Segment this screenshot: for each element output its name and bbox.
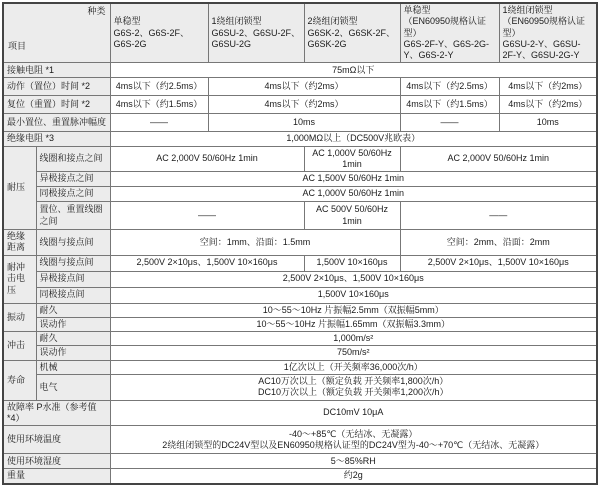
- cell-reset-time-mono-en: 4ms以下（约1.5ms）: [400, 96, 499, 114]
- table-row: [3, 303, 597, 317]
- col-type: 2绕组闭锁型: [307, 16, 358, 27]
- cell-reset-time-1coil-en: 4ms以下（约2ms）: [499, 96, 597, 114]
- row-label-dielectric-coil-contact: 线圈和接点之间: [36, 146, 110, 172]
- cell-ambient-temp: [110, 426, 597, 454]
- table-row: [3, 114, 597, 132]
- row-label-min-pulse: 最小置位、重置脉冲幅度: [3, 114, 110, 132]
- row-label-shock-malfunction: 误动作: [36, 346, 110, 360]
- table-row: [3, 78, 597, 96]
- table-row: [3, 287, 597, 303]
- header-col-1coil-latching: [208, 3, 304, 63]
- row-label-shock-endurance: 耐久: [36, 332, 110, 346]
- header-col-2coil-latching: [304, 3, 400, 63]
- group-label-dielectric: 耐压: [3, 146, 36, 230]
- header-col-1coil-latching-en60950: [499, 3, 597, 63]
- cell-dielectric-diff-polarity: AC 1,500V 50/60Hz 1min: [110, 172, 597, 187]
- cell-reset-time-latching: 4ms以下（约2ms）: [208, 96, 400, 114]
- cell-life-mechanical: 1亿次以上（开关频率36,000次/h）: [110, 360, 597, 374]
- cell-life-electrical-ac: AC10万次以上（额定负载 开关频率1,800次/h）: [258, 376, 449, 386]
- row-label-insulation-distance-coil-contact: 线圈与接点间: [36, 230, 110, 256]
- cell-ambient-temp-standard: -40～+85℃（无结冰、无凝露）: [289, 428, 418, 439]
- table-row: [3, 146, 597, 172]
- row-label-vibration-malfunction: 误动作: [36, 317, 110, 331]
- col-type: 单稳型: [113, 16, 141, 27]
- header-col-monostable-en60950: [400, 3, 499, 63]
- cell-impulse-coil-contact-std: 2,500V 2×10μs、1,500V 10×160μs: [110, 255, 304, 271]
- group-label-insulation-distance: 绝缘距离: [3, 230, 36, 256]
- cell-ambient-humidity: 5～85%RH: [110, 454, 597, 469]
- cell-dielectric-set-reset-2coil: AC 500V 50/60Hz 1min: [304, 202, 400, 230]
- table-row: [3, 454, 597, 469]
- cell-dielectric-coil-contact-en: AC 2,000V 50/60Hz 1min: [400, 146, 597, 172]
- col-cert: （EN60950规格认证型）: [403, 16, 487, 38]
- table-row: [3, 332, 597, 346]
- cell-life-electrical: [110, 374, 597, 400]
- table-row: [3, 132, 597, 146]
- col-models: G6S-2、G6S-2F、G6S-2G: [113, 27, 190, 49]
- cell-min-pulse-1coil-en: 10ms: [499, 114, 597, 132]
- table-row: [3, 172, 597, 187]
- row-label-reset-time: 复位（重置）时间 *2: [3, 96, 110, 114]
- corner-label-kind: 种类: [87, 6, 106, 16]
- row-label-ambient-temp: 使用环境温度: [3, 426, 110, 454]
- row-label-weight: 重量: [3, 469, 110, 484]
- col-models: G6S-2F-Y、G6S-2G-Y、G6S-2-Y: [403, 38, 490, 60]
- cell-vibration-malfunction: 10～55～10Hz 片振幅1.65mm（双振幅3.3mm）: [110, 317, 597, 331]
- header-row: [3, 3, 597, 63]
- cell-dielectric-coil-contact-std: AC 2,000V 50/60Hz 1min: [110, 146, 304, 172]
- cell-operate-time-1coil-en: 4ms以下（约2ms）: [499, 78, 597, 96]
- row-label-dielectric-same-polarity: 同极接点之间: [36, 187, 110, 202]
- cell-weight: 约2g: [110, 469, 597, 484]
- col-type: 单稳型: [403, 5, 431, 15]
- cell-dielectric-set-reset-std: ——: [110, 202, 304, 230]
- cell-dielectric-set-reset-en: ——: [400, 202, 597, 230]
- table-row: [3, 360, 597, 374]
- row-label-failure-rate: 故障率 P水准（参考值 *4）: [3, 400, 110, 426]
- row-label-dielectric-diff-polarity: 异极接点之间: [36, 172, 110, 187]
- table-row: [3, 96, 597, 114]
- table-row: [3, 255, 597, 271]
- col-models: G6SK-2、G6SK-2F、G6SK-2G: [307, 27, 396, 49]
- cell-shock-endurance: 1,000m/s²: [110, 332, 597, 346]
- row-label-contact-resistance: 接触电阻 *1: [3, 63, 110, 78]
- row-label-impulse-same-polarity: 同极接点间: [36, 287, 110, 303]
- table-row: [3, 202, 597, 230]
- group-label-impulse-voltage: 耐冲击电压: [3, 255, 36, 303]
- table-row: [3, 230, 597, 256]
- cell-ambient-temp-exception: 2绕组闭锁型的DC24V型以及EN60950规格认证型的DC24V型为-40～+70℃（无结冰、无凝露）: [162, 439, 545, 450]
- group-label-vibration: 振动: [3, 303, 36, 332]
- col-type: 1绕组闭锁型: [211, 16, 262, 27]
- col-cert: （EN60950规格认证型）: [502, 16, 586, 38]
- cell-failure-rate: DC10mV 10μA: [110, 400, 597, 426]
- cell-vibration-endurance: 10～55～10Hz 片振幅2.5mm（双振幅5mm）: [110, 303, 597, 317]
- col-models: G6SU-2、G6SU-2F、G6SU-2G: [211, 27, 301, 49]
- table-row: [3, 187, 597, 202]
- row-label-life-electrical: 电气: [36, 374, 110, 400]
- cell-dielectric-coil-contact-2coil: AC 1,000V 50/60Hz 1min: [304, 146, 400, 172]
- cell-dielectric-same-polarity: AC 1,000V 50/60Hz 1min: [110, 187, 597, 202]
- table-row: [3, 400, 597, 426]
- spec-table: [2, 2, 598, 485]
- table-row: [3, 63, 597, 78]
- group-label-life: 寿命: [3, 360, 36, 400]
- row-label-dielectric-set-reset-coil: 置位、重置线圈之间: [36, 202, 110, 230]
- col-models: G6SU-2-Y、G6SU-2F-Y、G6SU-2G-Y: [502, 38, 581, 60]
- header-corner-cell: [3, 3, 110, 63]
- row-label-life-mechanical: 机械: [36, 360, 110, 374]
- cell-operate-time-monostable: 4ms以下（约2.5ms）: [110, 78, 208, 96]
- header-col-monostable: [110, 3, 208, 63]
- col-type: 1绕组闭锁型: [502, 5, 553, 15]
- table-row: [3, 374, 597, 400]
- table-row: [3, 317, 597, 331]
- cell-shock-malfunction: 750m/s²: [110, 346, 597, 360]
- cell-insulation-distance-en: 空间：2mm、沿面：2mm: [400, 230, 597, 256]
- cell-impulse-same-polarity: 1,500V 10×160μs: [110, 287, 597, 303]
- cell-reset-time-monostable: 4ms以下（约1.5ms）: [110, 96, 208, 114]
- cell-life-electrical-dc: DC10万次以上（额定负载 开关频率1,200次/h）: [257, 387, 449, 398]
- cell-min-pulse-mono-en: ——: [400, 114, 499, 132]
- table-row: [3, 271, 597, 287]
- group-label-shock: 冲击: [3, 332, 36, 361]
- cell-impulse-diff-polarity: 2,500V 2×10μs、1,500V 10×160μs: [110, 271, 597, 287]
- cell-operate-time-latching: 4ms以下（约2ms）: [208, 78, 400, 96]
- cell-impulse-coil-contact-en: 2,500V 2×10μs、1,500V 10×160μs: [400, 255, 597, 271]
- table-row: [3, 469, 597, 484]
- row-label-insulation-resistance: 绝缘电阻 *3: [3, 132, 110, 146]
- cell-contact-resistance: 75mΩ以下: [110, 63, 597, 78]
- cell-insulation-distance-std: 空间：1mm、沿面：1.5mm: [110, 230, 400, 256]
- cell-operate-time-mono-en: 4ms以下（约2.5ms）: [400, 78, 499, 96]
- table-row: [3, 346, 597, 360]
- cell-impulse-coil-contact-2coil: 1,500V 10×160μs: [304, 255, 400, 271]
- corner-label-item: 项目: [8, 41, 27, 51]
- row-label-ambient-humidity: 使用环境湿度: [3, 454, 110, 469]
- row-label-impulse-diff-polarity: 异极接点间: [36, 271, 110, 287]
- row-label-vibration-endurance: 耐久: [36, 303, 110, 317]
- row-label-operate-time: 动作（置位）时间 *2: [3, 78, 110, 96]
- cell-min-pulse-latching: 10ms: [208, 114, 400, 132]
- row-label-impulse-coil-contact: 线圈与接点间: [36, 255, 110, 271]
- table-row: [3, 426, 597, 454]
- cell-min-pulse-monostable: ——: [110, 114, 208, 132]
- cell-insulation-resistance: 1,000MΩ以上（DC500V兆欧表）: [110, 132, 597, 146]
